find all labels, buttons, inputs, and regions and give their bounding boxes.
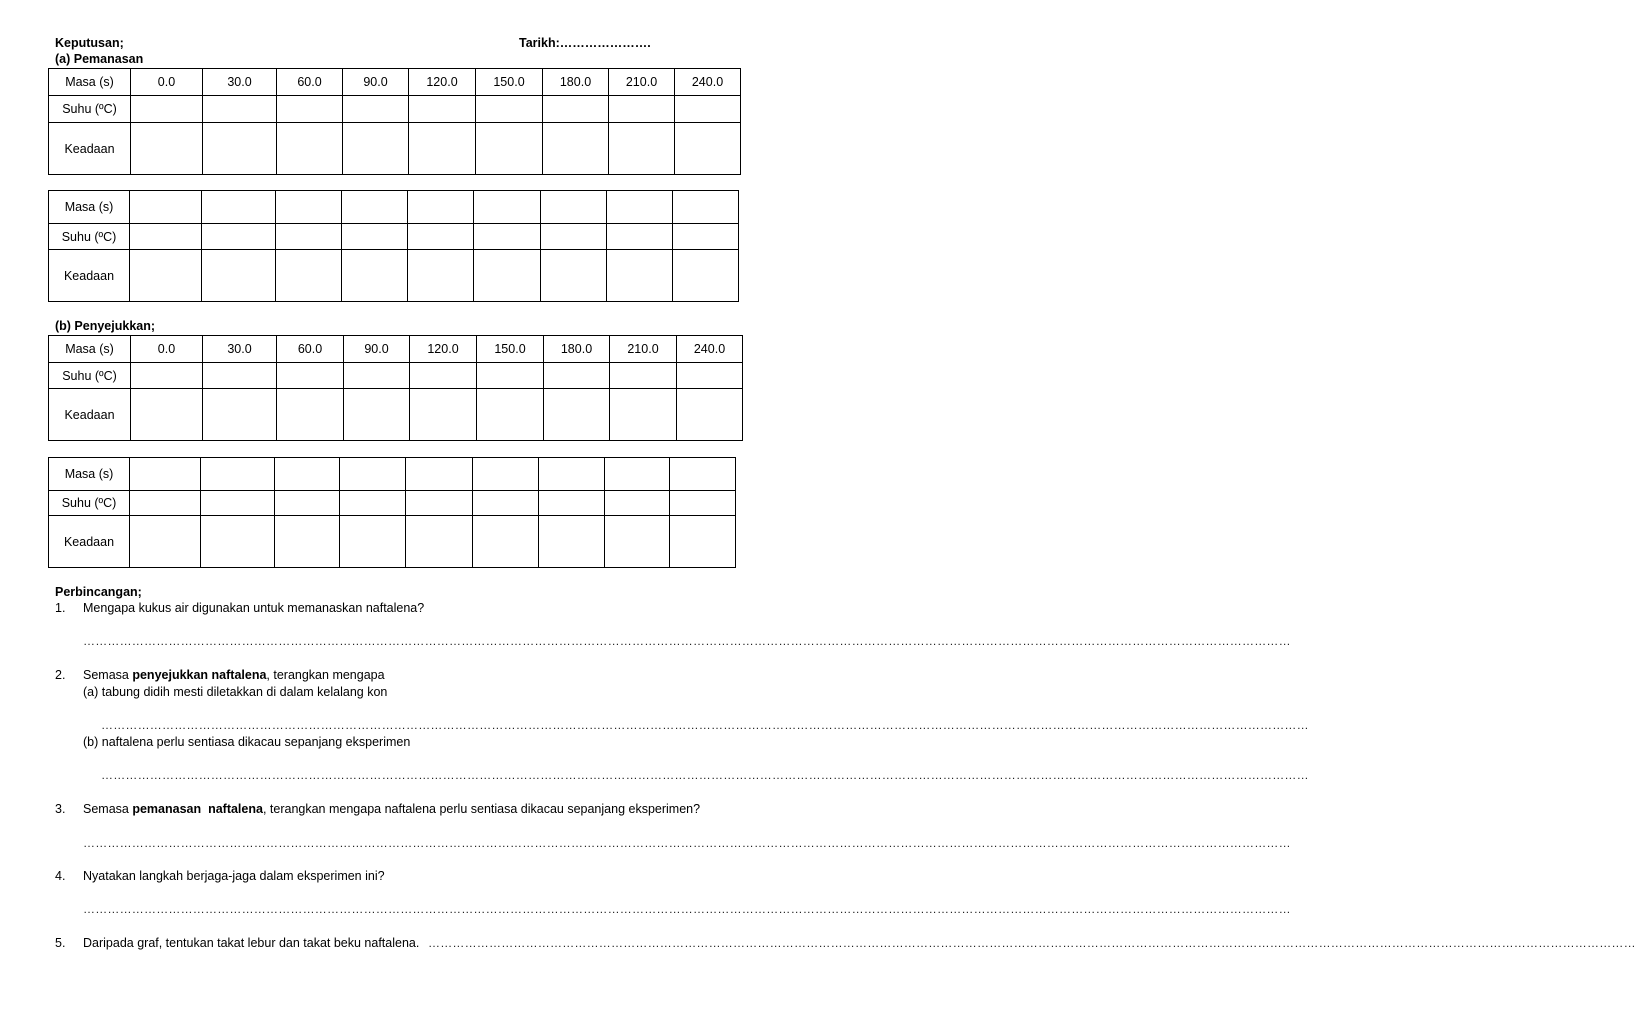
blank-cell[interactable] [474, 191, 541, 224]
blank-cell[interactable] [343, 123, 409, 175]
blank-cell[interactable] [277, 123, 343, 175]
blank-cell[interactable] [544, 363, 610, 389]
heating-table-1 [48, 68, 741, 175]
time-cell: 180.0 [543, 69, 609, 96]
blank-cell[interactable] [607, 250, 673, 302]
blank-cell[interactable] [201, 516, 275, 568]
blank-cell[interactable] [610, 363, 677, 389]
blank-cell[interactable] [473, 516, 539, 568]
blank-cell[interactable] [130, 224, 202, 250]
cooling-table-1 [48, 335, 743, 441]
blank-cell[interactable] [202, 224, 276, 250]
blank-cell[interactable] [476, 96, 543, 123]
blank-cell[interactable] [131, 363, 203, 389]
blank-cell[interactable] [201, 491, 275, 516]
blank-cell[interactable] [675, 123, 741, 175]
blank-cell[interactable] [275, 516, 340, 568]
blank-cell[interactable] [276, 191, 342, 224]
blank-cell[interactable] [277, 363, 344, 389]
row-label-keadaan: Keadaan [49, 250, 130, 302]
time-cell: 30.0 [203, 69, 277, 96]
blank-cell[interactable] [342, 224, 408, 250]
blank-cell[interactable] [130, 191, 202, 224]
answer-line-2a[interactable]: ……………………………………………………………………………………………………………………………………………………………………………………………………………………………………………………………………… [101, 718, 1309, 732]
blank-cell[interactable] [476, 123, 543, 175]
row-label-suhu: Suhu (ºC) [49, 363, 131, 389]
row-label-masa: Masa (s) [49, 458, 130, 491]
blank-cell[interactable] [202, 191, 276, 224]
blank-cell[interactable] [276, 224, 342, 250]
answer-line-3[interactable]: ……………………………………………………………………………………………………………………………………………………………………………………………………………………………………………………………………… [83, 836, 1291, 850]
answer-line-1[interactable]: ……………………………………………………………………………………………………………………………………………………………………………………………………………………………………………………………………… [83, 634, 1291, 648]
question-2a: (a) tabung didih mesti diletakkan di dalam kelalang kon [83, 685, 388, 699]
time-cell: 210.0 [610, 336, 677, 363]
answer-line-4[interactable]: ……………………………………………………………………………………………………………………………………………………………………………………………………………………………………………………………………… [83, 902, 1291, 916]
blank-cell[interactable] [605, 491, 670, 516]
question-text: Daripada graf, tentukan takat lebur dan takat beku naftalena. [83, 936, 420, 950]
blank-cell[interactable] [344, 363, 410, 389]
row-label-masa: Masa (s) [49, 336, 131, 363]
blank-cell[interactable] [340, 491, 406, 516]
blank-cell[interactable] [409, 96, 476, 123]
blank-cell[interactable] [340, 458, 406, 491]
question-text: Nyatakan langkah berjaga-jaga dalam eksperimen ini? [83, 869, 385, 883]
time-cell: 90.0 [343, 69, 409, 96]
time-cell: 210.0 [609, 69, 675, 96]
row-label-suhu: Suhu (ºC) [49, 224, 130, 250]
blank-cell[interactable] [410, 389, 477, 441]
blank-cell[interactable] [275, 458, 340, 491]
q2-text-pre: Semasa [83, 668, 133, 682]
time-cell: 180.0 [544, 336, 610, 363]
question-number: 2. [55, 668, 66, 682]
row-label-masa: Masa (s) [49, 69, 131, 96]
blank-cell[interactable] [342, 250, 408, 302]
question-number: 1. [55, 601, 66, 615]
tarikh-field: Tarikh:…………………. [519, 36, 651, 50]
time-cell: 150.0 [477, 336, 544, 363]
blank-cell[interactable] [131, 96, 203, 123]
blank-cell[interactable] [539, 516, 605, 568]
blank-cell[interactable] [408, 191, 474, 224]
row-label-suhu: Suhu (ºC) [49, 491, 130, 516]
row-label-masa: Masa (s) [49, 191, 130, 224]
section-b-heading: (b) Penyejukkan; [55, 319, 156, 333]
blank-cell[interactable] [406, 491, 473, 516]
blank-cell[interactable] [539, 458, 605, 491]
blank-cell[interactable] [410, 363, 477, 389]
blank-cell[interactable] [130, 516, 201, 568]
discussion-heading: Perbincangan; [55, 585, 142, 599]
blank-cell[interactable] [473, 491, 539, 516]
blank-cell[interactable] [541, 224, 607, 250]
blank-cell[interactable] [543, 96, 609, 123]
row-label-keadaan: Keadaan [49, 123, 131, 175]
question-number: 4. [55, 869, 66, 883]
blank-cell[interactable] [201, 458, 275, 491]
blank-cell[interactable] [406, 516, 473, 568]
time-cell: 90.0 [344, 336, 410, 363]
blank-cell[interactable] [130, 458, 201, 491]
blank-cell[interactable] [130, 250, 202, 302]
blank-cell[interactable] [541, 250, 607, 302]
blank-cell[interactable] [202, 250, 276, 302]
time-cell: 240.0 [675, 69, 741, 96]
time-cell: 30.0 [203, 336, 277, 363]
blank-cell[interactable] [673, 250, 739, 302]
blank-cell[interactable] [344, 389, 410, 441]
time-cell: 120.0 [410, 336, 477, 363]
blank-cell[interactable] [675, 96, 741, 123]
q3-text-post: , terangkan mengapa naftalena perlu sentiasa dikacau sepanjang eksperimen? [262, 802, 701, 816]
blank-cell[interactable] [670, 516, 736, 568]
time-cell: 240.0 [677, 336, 743, 363]
blank-cell[interactable] [474, 224, 541, 250]
time-cell: 150.0 [476, 69, 543, 96]
blank-cell[interactable] [343, 96, 409, 123]
q3-text-pre: Semasa [83, 802, 133, 816]
blank-cell[interactable] [340, 516, 406, 568]
blank-cell[interactable] [673, 224, 739, 250]
q2-text-post: , terangkan mengapa [266, 668, 385, 682]
blank-cell[interactable] [203, 123, 277, 175]
blank-cell[interactable] [474, 250, 541, 302]
q2-text-bold: penyejukkan naftalena [132, 668, 267, 682]
blank-cell[interactable] [277, 389, 344, 441]
blank-cell[interactable] [342, 191, 408, 224]
blank-cell[interactable] [677, 363, 743, 389]
blank-cell[interactable] [609, 96, 675, 123]
question-number: 3. [55, 802, 66, 816]
blank-cell[interactable] [544, 389, 610, 441]
blank-cell[interactable] [408, 224, 474, 250]
blank-cell[interactable] [131, 389, 203, 441]
blank-cell[interactable] [477, 363, 544, 389]
blank-cell[interactable] [605, 516, 670, 568]
blank-cell[interactable] [609, 123, 675, 175]
blank-cell[interactable] [670, 491, 736, 516]
question-text: Mengapa kukus air digunakan untuk memanaskan naftalena? [83, 601, 425, 615]
row-label-keadaan: Keadaan [49, 389, 131, 441]
blank-cell[interactable] [277, 96, 343, 123]
question-text [83, 668, 385, 683]
time-cell: 0.0 [131, 69, 203, 96]
time-cell: 60.0 [277, 336, 344, 363]
row-label-suhu: Suhu (ºC) [49, 96, 131, 123]
row-label-keadaan: Keadaan [49, 516, 130, 568]
blank-cell[interactable] [130, 491, 201, 516]
blank-cell[interactable] [203, 96, 277, 123]
blank-cell[interactable] [275, 491, 340, 516]
question-number: 5. [55, 936, 66, 950]
blank-cell[interactable] [131, 123, 203, 175]
blank-cell[interactable] [477, 389, 544, 441]
blank-cell[interactable] [607, 224, 673, 250]
answer-line-5[interactable]: ……………………………………………………………………………………………………………………………………………………………………………………………………………………………………………………………………… [428, 936, 1636, 950]
blank-cell[interactable] [409, 123, 476, 175]
heating-table-2 [48, 190, 739, 302]
blank-cell[interactable] [673, 191, 739, 224]
question-text [83, 802, 700, 817]
blank-cell[interactable] [605, 458, 670, 491]
section-a-heading: (a) Pemanasan [55, 52, 144, 66]
blank-cell[interactable] [610, 389, 677, 441]
time-cell: 120.0 [409, 69, 476, 96]
answer-line-2b[interactable]: ……………………………………………………………………………………………………………………………………………………………………………………………………………………………………………………………………… [101, 768, 1309, 782]
blank-cell[interactable] [203, 363, 277, 389]
blank-cell[interactable] [406, 458, 473, 491]
blank-cell[interactable] [541, 191, 607, 224]
time-cell: 60.0 [277, 69, 343, 96]
keputusan-heading: Keputusan; [55, 36, 124, 50]
blank-cell[interactable] [408, 250, 474, 302]
blank-cell[interactable] [607, 191, 673, 224]
blank-cell[interactable] [670, 458, 736, 491]
blank-cell[interactable] [543, 123, 609, 175]
blank-cell[interactable] [203, 389, 277, 441]
blank-cell[interactable] [473, 458, 539, 491]
cooling-table-2 [48, 457, 736, 568]
blank-cell[interactable] [539, 491, 605, 516]
blank-cell[interactable] [276, 250, 342, 302]
q3-text-bold: pemanasan naftalena [132, 802, 263, 816]
time-cell: 0.0 [131, 336, 203, 363]
question-2b: (b) naftalena perlu sentiasa dikacau sepanjang eksperimen [83, 735, 411, 749]
blank-cell[interactable] [677, 389, 743, 441]
